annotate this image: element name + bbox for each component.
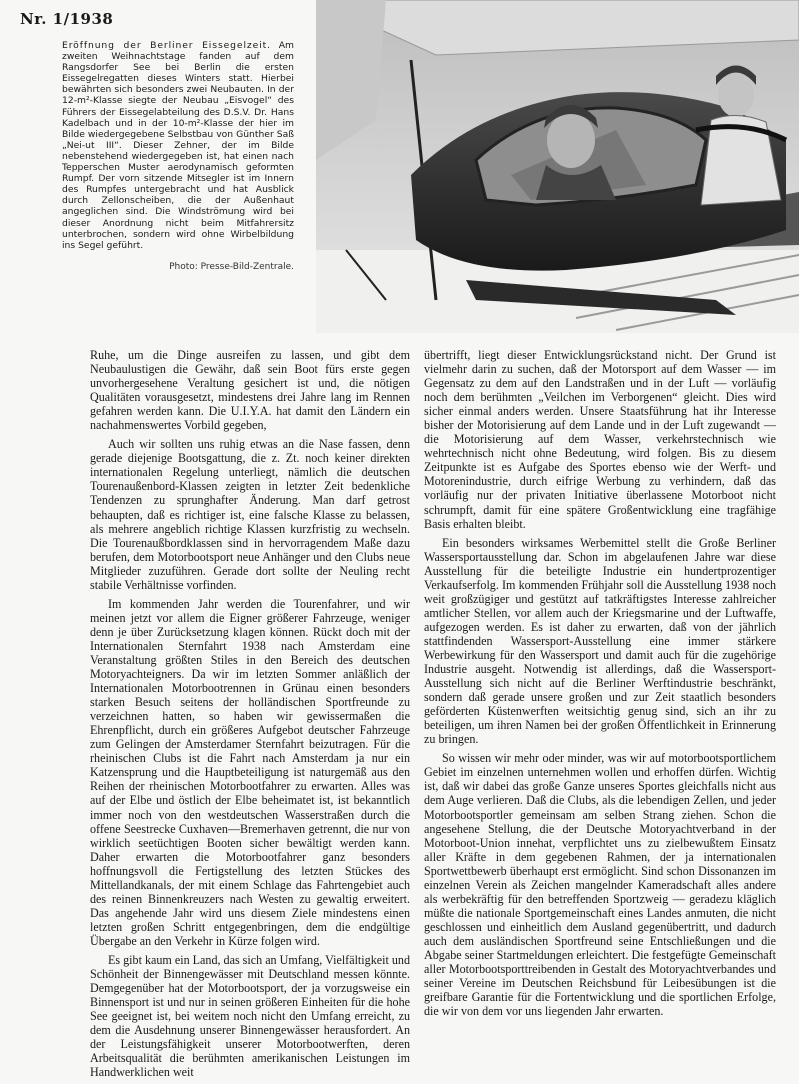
paragraph: Im kommenden Jahr werden die Tourenfahrer, und wir meinen jetzt vor allem die Eigner größerer Fahrzeuge, weniger denn je über Zurücksetzung klagen können. Rückt doch mit der Internationalen Sternfahrt 1938 nach Amsterdam eine Veranstaltung größten Stiles in den Bereich des deutschen Motoryachteigners. Da wir im letzten Sommer anläßlich der Internationalen Motorbootrennen in Grünau einen besonders starken Besuch seitens der holländischen Sportfreunde zu verzeichnen hatten, so haben wir gewissermaßen die Ehrenpflicht, durch ein größeres Aufgebot deutscher Fahrzeuge zum Gelingen der Amsterdamer Sternfahrt beizutragen. Für die rheinischen Clubs ist die Fahrt nach Amsterdam ja nur ein Katzensprung und die Hauptbeteiligung ist naturgemäß aus den Reihen der rheinischen Motorbootfahrer zu erwarten. Alles was auf der Elbe und östlich der Elbe beheimatet ist, ist bekanntlich immer noch von den westdeutschen Wasserstraßen durch die offene Seestrecke Cuxhaven—Bremerhaven getrennt, die nur von wirklich seetüchtigen Booten sicher bewältigt werden kann. Daher erwarten die Motorbootfahrer ganz besonders hoffnungsvoll die Fertigstellung des letzten Stückes des Mittellandkanals, der mit einem Schlage das Fahrtengebiet auch des reinen Binnenkreuzers nach Westen zu gewaltig erweitert. Das angehende Jahr wird uns diesem Ziele mindestens einen letzten großen Schritt entgegenbringen, dem die endgültige Übergabe an den Verkehr in Kürze folgen wird. — [90, 596, 410, 948]
caption-lead: Eröffnung der Berliner Eissegelzeit. — [62, 40, 271, 51]
paragraph: Ruhe, um die Dinge ausreifen zu lassen, und gibt dem Neubaulustigen die Gewähr, daß sein Boot fürs erste gegen unvorhergesehene Veraltung gesichert ist und, die nötigen Qualitäten vorausgesetzt, mindestens drei Jahre lang im Rennen gefahren werden kann. Die U.I.Y.A. hat damit den Ländern ein nachahmenswertes Vorbild gegeben, — [90, 348, 410, 433]
paragraph: Auch wir sollten uns ruhig etwas an die Nase fassen, denn gerade diejenige Bootsgattung, die z. Zt. noch keiner direkten internationalen Regelung unterliegt, nämlich die deutschen Tourenaußenbord-Klassen zeigten in letzter Zeit bedenkliche Tendenzen zu sprunghafter Änderung. Man darf getrost behaupten, daß es richtiger ist, eine falsche Klasse zu belassen, als mehrere angeblich richtige Klassen kurzfristig zu wechseln. Die Tourenaußbordklassen sind in hervorragendem Maße dazu berufen, dem Motorbootsport neue Anhänger und den Clubs neue Mitglieder zuzuführen. Gerade dort sollte der Neuling recht stabile Verhältnisse vorfinden. — [90, 437, 410, 592]
paragraph: Ein besonders wirksames Werbemittel stellt die Große Berliner Wassersportausstellung dar. Schon im abgelaufenen Jahre war diese Ausstellung für die beteiligte Industrie ein hundertprozentiger Verkaufserfolg. Im kommenden Frühjahr soll die Ausstellung 1938 noch weit großzügiger und gestützt auf tatkräftigstes Interesse zahlreicher amtlicher Stellen, vor allem auch der Kriegsmarine und der Luftwaffe, aufgezogen werden. Es ist daher zu erwarten, daß von der jährlich stattfindenden Wassersport-Ausstellung eine immer stärkere Werbewirkung für den Wassersport und damit auch für die zugehörige Industrie ausgeht. Notwendig ist allerdings, daß die Wassersport-Ausstellung sich nicht auf die Berliner Werftindustrie beschränkt, sondern daß gerade unsere großen und zur Zeit staatlich besonders geförderten Küstenwerften weitsichtig genug sind, sich an ihr zu beteiligen, um ihren Namen bei der großen Öffentlichkeit in Erinnerung zu bringen. — [424, 535, 776, 747]
iceboat-photo — [316, 0, 799, 333]
issue-number: Nr. 1/1938 — [20, 10, 114, 28]
article-column-left — [90, 348, 410, 1084]
photo-credit: Photo: Presse-Bild-Zentrale. — [169, 262, 294, 272]
paragraph: Es gibt kaum ein Land, das sich an Umfang, Vielfältigkeit und Schönheit der Binnengewässer mit Deutschland messen könnte. Demgegenüber hat der Motorbootsport, der ja vorzugsweise ein Binnensport ist und nur in seinen größeren Einheiten für die hohe See geeignet ist, bei weitem noch nicht den Umfang erreicht, zu dem die Ausdehnung unserer Binnengewässer herausfordert. An der Leistungsfähigkeit unserer Motorbootwerften, deren Arbeitsqualität die berühmten amerikanischen Leistungen im Handwerklichen weit — [90, 952, 411, 1080]
photo-caption — [62, 40, 294, 251]
caption-body: Am zweiten Weihnachtstage fanden auf dem Rangsdorfer See bei Berlin die ersten Eissegelregatten dieses Winters statt. Hierbei bewährten sich besonders zwei Neubauten. In der 12-m²-Klasse siegte der Neubau „Eisvogel“ des Führers der Eissegelabteilung des D.S.V. Dr. Hans Kadelbach und in der 10-m²-Klasse der hier im Bilde wiedergegebene Selbstbau von Günther Saß „Nei-ut III“. Dieser Zehner, der im Bilde nebenstehend wiedergegeben ist, hat einen nach Tepperschen Muster aerodynamisch geformten Rumpf. Der vorn sitzende Mitsegler ist im Innern des Rumpfes untergebracht und hat Ausblick durch Zellonscheiben, die der Außenhaut angeglichen sind. Die Windströmung wird bei dieser Anordnung nicht beim Mitfahrersitz unterbrochen, sondern wird ohne Wirbelbildung ins Segel geführt. — [62, 40, 294, 251]
article-column-right — [424, 348, 776, 1023]
paragraph: So wissen wir mehr oder minder, was wir auf motorbootsportlichem Gebiet im einzelnen unternehmen wollen und erhoffen dürfen. Wichtig ist, daß wir dabei das große Ganze unseres Sportes gleichfalls nicht aus dem Auge verlieren. Daß die Clubs, als die lebendigen Zellen, und jeder Motorbootsportler gemeinsam am selben Strang ziehen. Schon die angesehene Stellung, die der Deutsche Motoryachtverband in der Motorboot-Union innehat, verpflichtet uns zu zielbewußtem Einsatz aller Kräfte in dem gegebenen Rahmen, der ja internationalen Sportwettbewerb überhaupt erst ermöglicht. Sind schon Dissonanzen im einzelnen Verein als Zeichen mangelnder Kameradschaft alles andere als werbekräftig für den betreffenden Sportzweig — geradezu kläglich müßte die nationale Sportgemeinschaft eines Landes anmuten, die nicht geschlossen und einheitlich dem Ausland gegenübertritt, und dadurch auch dem ausländischen Sportfreund seine Entschließungen und die Abgabe seiner Startmeldungen erleichtert. Die festgefügte Gemeinschaft aller Motorbootsporttreibenden in Gestalt des Motoryachtverbandes und seiner Vereine im Deutschen Reichsbund für Leibesübungen ist die greifbare Garantie für die Fortentwicklung und die sportlichen Erfolge, die wir von dem vor uns liegenden Jahr erwarten. — [424, 751, 776, 1019]
iceboat-photo-drawing — [316, 0, 799, 333]
paragraph: übertrifft, liegt dieser Entwicklungsrückstand nicht. Der Grund ist vielmehr darin zu suchen, daß der Motorsport auf dem Wasser — im Gegensatz zu dem auf den Landstraßen und in der Luft — vorläufig noch dem berühmten „Veilchen im Verborgenen“ gleicht. Dies wird sicher einmal anders werden. Unsere Staatsführung hat ihr Interesse bisher der Motorisierung auf dem Lande und in der Luft zugewandt — die Motorisierung auf dem Wasser, verkehrstechnisch wie wehrtechnisch nicht ohne Bedeutung, wird folgen. Bis zu diesem Zeitpunkte ist es Aufgabe des Sportes ebenso wie der Werft- und Motorenindustrie, durch eifrige Werbung zu verhindern, daß das vorläufig nur der privaten Initiative überlassene Motorboot nicht schrumpft, damit für eine spätere Großentwicklung eine tragfähige Basis erhalten bleibt. — [424, 348, 776, 531]
